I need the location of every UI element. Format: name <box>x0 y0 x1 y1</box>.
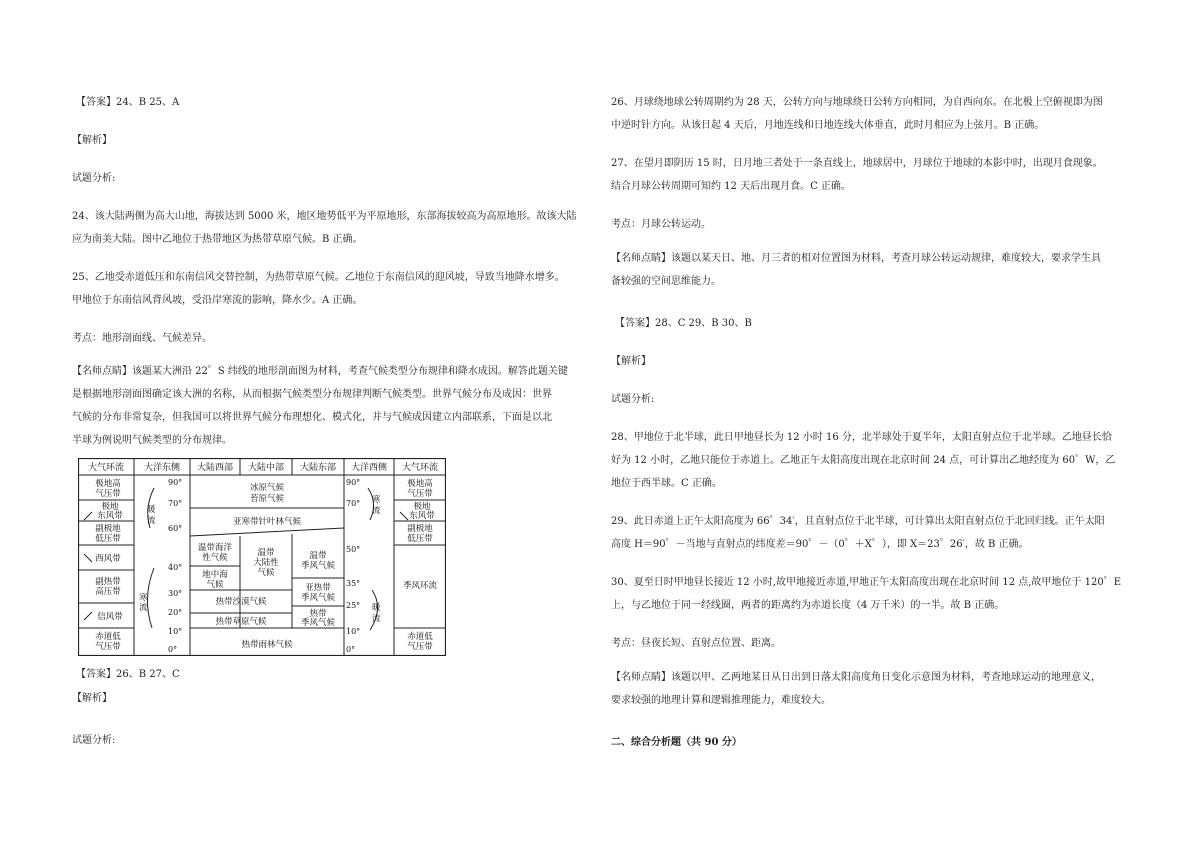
lat-right-70: 70° <box>346 499 361 508</box>
belt-subpolar-low-l2: 低压带 <box>95 534 121 544</box>
mingshi-2-line2: 备较强的空间思维能力。 <box>611 276 721 287</box>
belt-polar-high-l1: 极地高 <box>95 479 121 489</box>
analysis-label-2: 试题分析: <box>72 735 116 746</box>
belt-polar-easterlies-l1: 极地 <box>101 502 119 512</box>
answer-28-30: 【答案】28、C 29、B 30、B <box>615 318 752 329</box>
climate-continental-l3: 气候 <box>257 568 275 578</box>
mingshi-1-line2: 是根据地形剖面图确定该大洲的名称，从而根据气候类型分布规律判断气候类型。世界气候分布及成因：世界 <box>72 389 552 400</box>
analysis-heading-2: 【解析】 <box>72 693 112 704</box>
header-continent-middle: 大陆中部 <box>247 463 285 473</box>
answer-24-25: 【答案】24、B 25、A <box>76 97 180 108</box>
climate-subtropical-monsoon-l2: 季风气候 <box>300 593 336 603</box>
rbelt-subpolar-low-l1: 副极地 <box>407 524 433 534</box>
current-cold-2: 流 <box>139 603 148 613</box>
paragraph-27-line2: 结合月球公转周期可知约 12 天后出现月食。C 正确。 <box>611 181 851 192</box>
paragraph-29-line2: 高度 H＝90゜－当地与直射点的纬度差＝90゜－（0゜＋X゜），即 X＝23゜26′，故 B 正确。 <box>611 539 1029 550</box>
current-cold-r2: 流 <box>372 506 381 516</box>
rbelt-polar-easterlies-l1: 极地 <box>413 502 431 512</box>
climate-tropical-monsoon-l2: 季风气候 <box>300 618 336 628</box>
rbelt-monsoon-circulation: 季风环流 <box>402 581 438 591</box>
analysis-heading-3: 【解析】 <box>611 356 651 367</box>
header-continent-west: 大陆西部 <box>196 463 234 473</box>
header-ocean-west: 大洋西侧 <box>350 463 388 473</box>
paragraph-29-line1: 29、此日赤道上正午太阳高度为 66゜34′，且直射点位于北半球，可计算出太阳直射点位于北回归线。正午太阳 <box>611 516 1105 527</box>
belt-polar-easterlies-l2: 东风带 <box>97 511 123 521</box>
kaodian-3: 考点：昼夜长短、直射点位置、距离。 <box>611 638 781 649</box>
belt-subpolar-low-l1: 副极地 <box>95 524 121 534</box>
current-warm-r1: 暖 <box>372 603 381 613</box>
header-atmo-circulation-left: 大气环流 <box>87 463 125 473</box>
climate-distribution-figure <box>78 458 446 656</box>
climate-ice-cap: 冰原气候 <box>249 483 285 493</box>
paragraph-30-line1: 30、夏至日时甲地昼长接近 12 小时,故甲地接近赤道,甲地正午太阳高度出现在北京时间 12 点,故甲地位于 120゜E <box>611 577 1121 588</box>
header-ocean-east: 大洋东侧 <box>143 463 181 473</box>
analysis-heading-1: 【解析】 <box>72 135 112 146</box>
mingshi-1-line3: 气候的分布非常复杂，但我国可以将世界气候分布理想化、模式化，并与气候成因建立内部联系，下面是以北 <box>72 412 552 423</box>
current-cold-r1: 寒 <box>372 495 381 505</box>
climate-continental-l1: 温带 <box>257 548 275 558</box>
rbelt-subpolar-low-l2: 低压带 <box>407 534 433 544</box>
belt-subtropical-high-l2: 高压带 <box>95 587 121 597</box>
climate-mediterranean-l1: 地中海 <box>202 570 228 580</box>
climate-tropical-desert: 热带沙漠气候 <box>215 597 267 607</box>
belt-equatorial-low-l1: 赤道低 <box>95 632 121 642</box>
climate-taiga: 亚寒带针叶林气候 <box>232 517 302 527</box>
lat-left-60: 60° <box>168 524 183 533</box>
section-heading-2: 二、综合分析题（共 90 分） <box>611 737 742 748</box>
current-cold-1: 寒 <box>139 593 148 603</box>
paragraph-26-line2: 中逆时针方向。从该日起 4 天后，月地连线和日地连线大体垂直，此时月相应为上弦月。B 正确。 <box>611 120 1045 131</box>
paragraph-30-line2: 上，与乙地位于同一经线圈，两者的距离约为赤道长度（4 万千米）的一半。故 B 正确。 <box>611 600 1005 611</box>
lat-left-90: 90° <box>168 478 183 487</box>
lat-left-40: 40° <box>168 563 183 572</box>
climate-mediterranean-l2: 气候 <box>206 580 224 590</box>
belt-equatorial-low-l2: 气压带 <box>95 642 121 652</box>
mingshi-3-line2: 要求较强的地理计算和逻辑推理能力，难度较大。 <box>611 695 831 706</box>
paragraph-28-line1: 28、甲地位于北半球，此日甲地昼长为 12 小时 16 分，北半球处于夏半年，太阳直射点位于北半球。乙地昼长恰 <box>611 432 1112 443</box>
belt-trade-winds: 信风带 <box>97 612 123 622</box>
mingshi-2-line1: 【名师点睛】该题以某天日、地、月三者的相对位置图为材料，考查月球公转运动规律，难度较大，要求学生具 <box>611 253 1101 264</box>
current-warm-1: 暖 <box>147 505 156 515</box>
paragraph-28-line2: 好为 12 小时，乙地只能位于赤道上。乙地正午太阳高度出现在北京时间 24 点，可计算出乙地经度为 60゜W，乙 <box>611 455 1116 466</box>
climate-temperate-monsoon-l2: 季风气候 <box>300 561 336 571</box>
paragraph-26-line1: 26、月球绕地球公转周期约为 28 天，公转方向与地球绕日公转方向相同，为自西向东。在北极上空俯视即为图 <box>611 97 1103 108</box>
analysis-label-3: 试题分析: <box>611 394 655 405</box>
paragraph-25-line2: 甲地位于东南信风背风坡，受沿岸寒流的影响，降水少。A 正确。 <box>72 295 363 306</box>
lat-right-25: 25° <box>346 601 361 610</box>
lat-right-50: 50° <box>346 545 361 554</box>
mingshi-1-line4: 半球为例说明气候类型的分布规律。 <box>72 435 232 446</box>
header-atmo-circulation-right: 大气环流 <box>401 463 439 473</box>
lat-left-70: 70° <box>168 499 183 508</box>
lat-left-10: 10° <box>168 627 183 636</box>
current-warm-2: 流 <box>147 516 156 526</box>
analysis-label-1: 试题分析: <box>72 173 116 184</box>
belt-westerlies: 西风带 <box>95 554 121 564</box>
rbelt-equatorial-low-l1: 赤道低 <box>407 632 433 642</box>
rbelt-equatorial-low-l2: 气压带 <box>407 642 433 652</box>
mingshi-3-line1: 【名师点睛】该题以甲、乙两地某日从日出到日落太阳高度角日变化示意图为材料，考查地球运动的地理意义， <box>611 672 1101 683</box>
paragraph-25-line1: 25、乙地受赤道低压和东南信风交替控制，为热带草原气候。乙地位于东南信风的迎风坡，导致当地降水增多。 <box>72 272 565 283</box>
climate-marine-l1: 温带海洋 <box>197 543 233 553</box>
paragraph-27-line1: 27、在望月即阴历 15 时，日月地三者处于一条直线上，地球居中，月球位于地球的本影中时，出现月食现象。 <box>611 158 1103 169</box>
lat-left-20: 20° <box>168 608 183 617</box>
lat-right-35: 35° <box>346 579 361 588</box>
rbelt-polar-easterlies-l2: 东风带 <box>409 511 435 521</box>
mingshi-1-line1: 【名师点睛】该题某大洲沿 22゜S 纬线的地形剖面图为材料，考查气候类型分布规律和降水成因。解答此题关键 <box>72 366 568 377</box>
kaodian-2: 考点：月球公转运动。 <box>611 219 711 230</box>
paragraph-24-line1: 24、该大陆两侧为高大山地，海拔达到 5000 米，地区地势低平为平原地形，东部海拔较高为高原地形。故该大陆 <box>72 211 577 222</box>
answer-26-27: 【答案】26、B 27、C <box>76 669 180 680</box>
current-warm-r2: 流 <box>372 614 381 624</box>
paragraph-24-line2: 应为南美大陆。图中乙地位于热带地区为热带草原气候。B 正确。 <box>72 234 363 245</box>
lat-right-10: 10° <box>346 627 361 636</box>
climate-tropical-monsoon-l1: 热带 <box>309 609 327 619</box>
belt-subtropical-high-l1: 副热带 <box>95 577 121 587</box>
climate-tundra: 苔原气候 <box>249 494 285 504</box>
climate-temperate-monsoon-l1: 温带 <box>309 551 327 561</box>
climate-continental-l2: 大陆性 <box>253 558 279 568</box>
header-continent-east: 大陆东部 <box>299 463 337 473</box>
kaodian-1: 考点：地形剖面线、气候差异。 <box>72 333 212 344</box>
belt-polar-high-l2: 气压带 <box>95 489 121 499</box>
lat-left-0: 0° <box>168 645 178 654</box>
climate-distribution-svg <box>78 458 446 656</box>
climate-tropical-savanna: 热带草原气候 <box>215 617 267 627</box>
lat-right-0: 0° <box>346 645 356 654</box>
climate-subtropical-monsoon-l1: 亚热带 <box>305 583 331 593</box>
climate-marine-l2: 性气候 <box>202 553 228 563</box>
lat-right-90: 90° <box>346 478 361 487</box>
rbelt-polar-high-l1: 极地高 <box>407 479 433 489</box>
rbelt-polar-high-l2: 气压带 <box>407 489 433 499</box>
climate-tropical-rainforest: 热带雨林气候 <box>241 640 293 650</box>
lat-left-30: 30° <box>168 589 183 598</box>
paragraph-28-line3: 地位于西半球。C 正确。 <box>611 478 722 489</box>
